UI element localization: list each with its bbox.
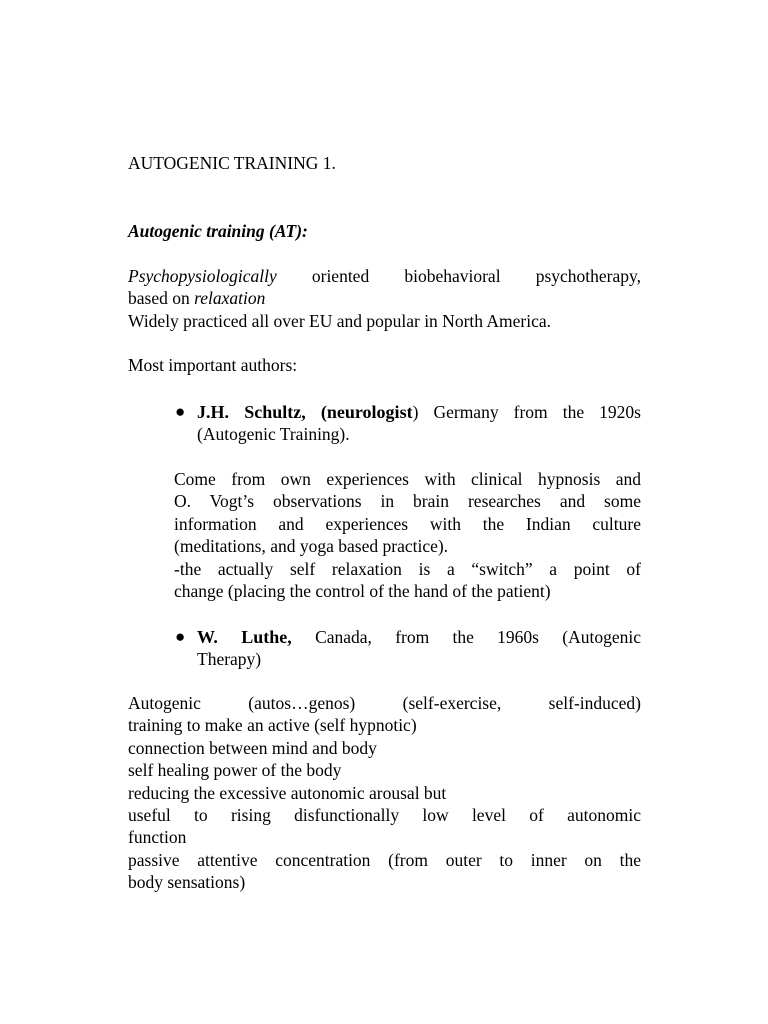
section-heading-text: Autogenic training (AT):: [128, 221, 308, 241]
bullet-item-schultz: [175, 401, 641, 446]
schultz-line: (meditations, and yoga based practice).: [174, 536, 449, 557]
intro-paragraph: [128, 265, 641, 332]
bullet-schultz-line-2: (Autogenic Training).: [197, 424, 350, 445]
bullet-schultz-line-1-rest: Germany from the 1920s: [418, 402, 641, 422]
intro-line-2-italic: relaxation: [194, 288, 266, 309]
autogenic-paragraph: [128, 692, 641, 894]
autogenic-line: useful to rising disfunctionally low level of autonomic: [128, 805, 641, 826]
schultz-line: change (placing the control of the hand of the patient): [174, 581, 551, 602]
autogenic-line: function: [128, 827, 187, 848]
bullet-luthe-line-1: [197, 626, 641, 648]
intro-italic-term: Psychopysiologically: [128, 266, 277, 286]
authors-heading-text: Most important authors:: [128, 355, 298, 375]
autogenic-line: Autogenic (autos…genos) (self-exercise, self-induced): [128, 693, 641, 713]
schultz-line: Come from own experiences with clinical hypnosis and: [174, 469, 641, 489]
title-text: AUTOGENIC TRAINING 1.: [128, 153, 336, 173]
schultz-line: information and experiences with the Indian culture: [174, 513, 641, 534]
intro-line-2: [128, 287, 641, 309]
autogenic-line: training to make an active (self hypnotic): [128, 715, 417, 736]
bullet-schultz-name: J.H. Schultz, (neurologist: [197, 402, 413, 422]
bullet-schultz-line-1: [197, 401, 641, 423]
intro-line-1: [128, 265, 641, 287]
autogenic-line: body sensations): [128, 872, 246, 893]
document-title: [128, 152, 641, 174]
bullet-icon: ●: [175, 402, 186, 421]
autogenic-line: self healing power of the body: [128, 760, 342, 781]
intro-line-1-rest: oriented biobehavioral psychotherapy,: [276, 266, 641, 286]
bullet-luthe-line-1-rest: Canada, from the 1960s (Autogenic: [291, 627, 642, 647]
bullet-item-luthe: [175, 626, 642, 671]
intro-line-3: Widely practiced all over EU and popular in North America.: [128, 310, 552, 331]
section-heading: [128, 220, 641, 242]
autogenic-line: connection between mind and body: [128, 737, 377, 758]
schultz-paragraph: [174, 468, 641, 602]
bullet-luthe-line-2: Therapy): [197, 649, 262, 670]
autogenic-line: reducing the excessive autonomic arousal but: [128, 782, 447, 803]
bullet-schultz-paren: ): [412, 402, 419, 422]
authors-heading: [128, 354, 641, 376]
autogenic-line: passive attentive concentration (from outer to inner on the: [128, 849, 641, 870]
bullet-luthe-name: W. Luthe,: [197, 627, 292, 647]
bullet-icon: ●: [175, 627, 186, 646]
intro-line-2-prefix: based on: [128, 288, 195, 309]
schultz-line: O. Vogt’s observations in brain researches and some: [174, 491, 641, 512]
schultz-line: -the actually self relaxation is a “switch” a point of: [174, 558, 641, 579]
